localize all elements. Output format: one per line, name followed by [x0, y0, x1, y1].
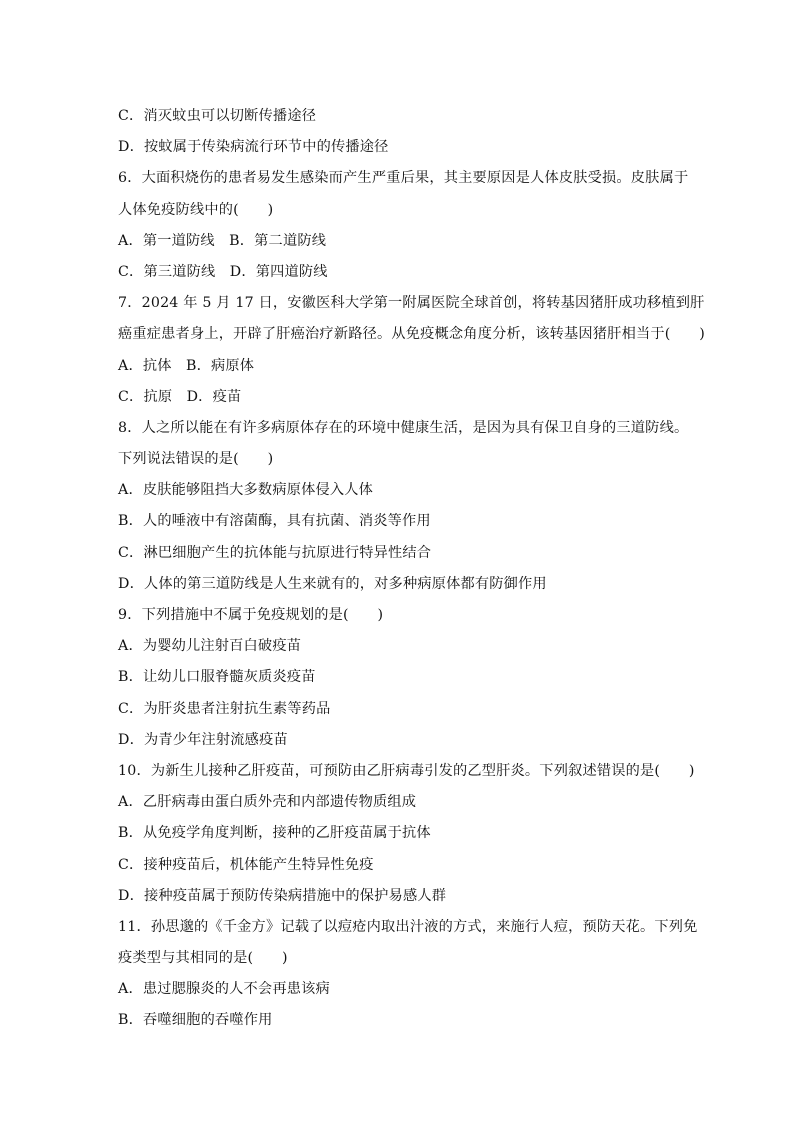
option-11a: A．患过腮腺炎的人不会再患该病: [118, 981, 330, 998]
option-8c: C．淋巴细胞产生的抗体能与抗原进行特异性结合: [118, 544, 432, 561]
options-7-ab: A．抗体 B．病原体: [118, 357, 255, 374]
question-text-block: [118, 101, 705, 1037]
option-8d: D．人体的第三道防线是人生来就有的，对多种病原体都有防御作用: [118, 575, 547, 592]
option-10b: B．从免疫学角度判断，接种的乙肝疫苗属于抗体: [118, 825, 431, 842]
option-9c: C．为肝炎患者注射抗生素等药品: [118, 700, 331, 717]
option-8b: B．人的唾液中有溶菌酶，具有抗菌、消炎等作用: [118, 513, 431, 530]
option-9d: D．为青少年注射流感疫苗: [118, 731, 288, 748]
question-7-stem-2: 癌重症患者身上，开辟了肝癌治疗新路径。从免疫概念角度分析，该转基因猪肝相当于( ): [118, 326, 705, 343]
question-10-stem: 10．为新生儿接种乙肝疫苗，可预防由乙肝病毒引发的乙型肝炎。下列叙述错误的是( ): [118, 762, 695, 779]
question-11-stem-2: 疫类型与其相同的是( ): [118, 950, 288, 967]
question-6-stem-2: 人体免疫防线中的( ): [118, 201, 274, 218]
options-7-cd: C．抗原 D．疫苗: [118, 388, 242, 405]
option-10c: C．接种疫苗后，机体能产生特异性免疫: [118, 856, 374, 873]
option-5c: C．消灭蚊虫可以切断传播途径: [118, 108, 317, 124]
option-9a: A．为婴幼儿注射百白破疫苗: [118, 638, 302, 655]
option-10a: A．乙肝病毒由蛋白质外壳和内部遗传物质组成: [118, 794, 417, 811]
option-11b: B．吞噬细胞的吞噬作用: [118, 1012, 273, 1029]
option-10d: D．接种疫苗属于预防传染病措施中的保护易感人群: [118, 887, 447, 904]
question-9-stem: 9．下列措施中不属于免疫规划的是( ): [118, 607, 384, 623]
question-6-stem-1: 6．大面积烧伤的患者易发生感染而产生严重后果，其主要原因是人体皮肤受损。皮肤属于: [118, 170, 689, 187]
question-7-stem-1: 7．2024 年 5 月 17 日，安徽医科大学第一附属医院全球首创，将转基因猪肝成功移植到肝: [118, 295, 705, 312]
option-9b: B．让幼儿口服脊髓灰质炎疫苗: [118, 669, 316, 686]
option-8a: A．皮肤能够阻挡大多数病原体侵入人体: [118, 482, 374, 499]
question-11-stem-1: 11．孙思邈的《千金方》记载了以痘疮内取出汁液的方式，来施行人痘，预防天花。下列免: [118, 918, 698, 935]
option-5d: D．按蚊属于传染病流行环节中的传播途径: [118, 139, 389, 156]
options-6-cd: C．第三道防线 D．第四道防线: [118, 263, 328, 280]
question-8-stem-2: 下列说法错误的是( ): [118, 451, 274, 468]
options-6-ab: A．第一道防线 B．第二道防线: [118, 232, 327, 249]
question-8-stem-1: 8．人之所以能在有许多病原体存在的环境中健康生活，是因为具有保卫自身的三道防线。: [118, 419, 689, 436]
